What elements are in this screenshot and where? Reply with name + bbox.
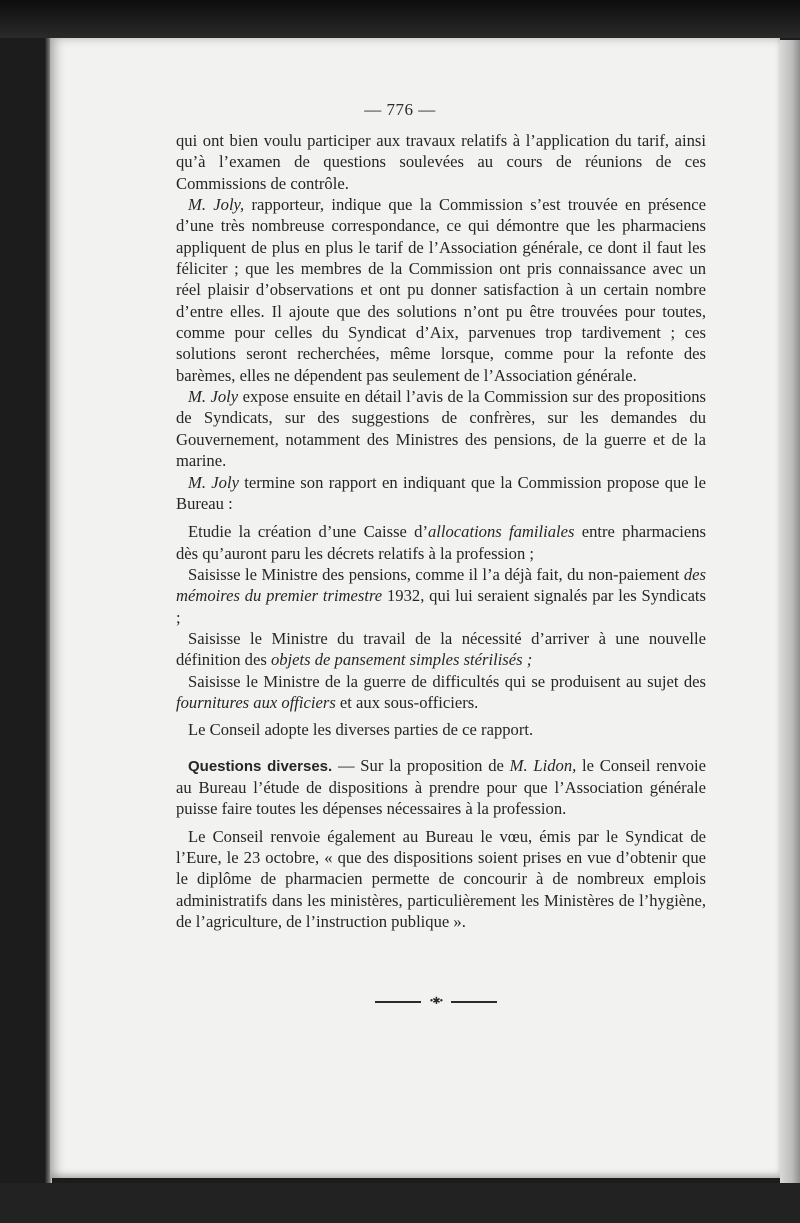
page-right-edge	[780, 40, 800, 1190]
paragraph-text: et aux sous-officiers.	[335, 692, 479, 712]
emphasis-text: des mémoires du premier trimestre	[176, 564, 706, 606]
speaker-name: M. Joly,	[188, 195, 245, 215]
emphasis-text: objets de pansement simples stérilisés ;	[270, 650, 533, 670]
speaker-name: M. Joly	[188, 472, 239, 492]
paragraph	[176, 628, 706, 671]
paragraph	[176, 755, 706, 820]
paragraph: Le Conseil renvoie également au Bureau le vœu, émis par le Syndicat de l’Eure, le 23 octobre, « que des dispositions soient prises en vue d’obtenir que le diplôme de pharmacien permette de concourir à de nombreux emplois administratifs dans les ministères, particulièrement les Ministères de l’hygiène, de l’agriculture, de l’instruction publique ».	[176, 826, 706, 932]
paragraph-text: — Sur la proposition de	[332, 755, 510, 775]
paragraph-text: expose ensuite en détail l’avis de la Commission sur des propositions de Syndicats, sur des suggestions de confrères, sur les demandes du Gouvernement, notamment des Ministres des pensions, de la guerre et de la marine.	[176, 387, 706, 471]
scan-background-top	[0, 0, 800, 38]
paragraph-text: Saisisse le Ministre des pensions, comme il l’a déjà fait, du non-paiement	[188, 564, 684, 584]
emphasis-text: allocations familiales	[427, 522, 575, 542]
section-divider	[375, 997, 497, 1007]
speaker-name: M. Joly	[188, 387, 239, 407]
section-run-in-heading: Questions diverses.	[188, 757, 333, 775]
paragraph-text: Saisisse le Ministre de la guerre de difficultés qui se produisent au sujet des	[188, 671, 706, 691]
paragraph: qui ont bien voulu participer aux travaux relatifs à l’application du tarif, ainsi qu’à l’examen de questions soulevées au cours de réunions de ces Commissions de contrôle.	[176, 131, 706, 193]
paragraph	[176, 671, 706, 714]
scan-background-bottom	[0, 1183, 800, 1223]
page-number: — 776 —	[364, 100, 436, 119]
paragraph	[176, 564, 706, 628]
divider-line-right	[451, 1001, 497, 1003]
paragraph-text: termine son rapport en indiquant que la Commission propose que le Bureau :	[176, 472, 706, 513]
speaker-name: M. Lidon,	[509, 755, 577, 775]
paragraph-text: rapporteur, indique que la Commission s’est trouvée en présence d’une très nombreuse correspondance, ce qui démontre que les pharmaciens appliquent de plus en plus le tarif de l’Association générale, ce dont il faut les féliciter ; que les membres de la Commission ont pris connaissance avec un réel plaisir d’observations et ont pu donner satisfaction à un certain nombre d’entre elles. Il ajoute que des solutions n’ont pu être trouvées pour toutes, comme pour celles du Syndicat d’Aix, parvenues trop tardivement ; ces solutions seront recherchées, même lorsque, comme pour la refonte des barèmes, elles ne dépendent pas seulement de l’Association générale.	[176, 195, 706, 385]
divider-ornament: •✱•	[429, 996, 443, 1007]
body-text	[176, 130, 706, 932]
divider-line-left	[375, 1001, 421, 1003]
emphasis-text: fournitures aux officiers	[176, 692, 336, 712]
paragraph	[176, 472, 706, 515]
paragraph-text: Saisisse le Ministre du travail de la nécessité d’arriver à une nouvelle définition des	[176, 628, 706, 670]
paragraph-text: entre pharmaciens dès qu’auront paru les décrets relatifs à la profession ;	[176, 522, 706, 563]
paragraph-text: 1932, qui lui seraient signalés par les Syndicats ;	[176, 586, 707, 627]
paragraph	[176, 194, 706, 386]
paragraph	[176, 386, 706, 471]
paragraph: Le Conseil adopte les diverses parties de ce rapport.	[188, 720, 534, 740]
paragraph	[176, 521, 706, 564]
paragraph-text: le Conseil renvoie au Bureau l’étude de dispositions à prendre pour que l’Association générale puisse faire toutes les dépenses nécessaires à la profession.	[176, 755, 707, 819]
paragraph-text: Etudie la création d’une Caisse d’	[188, 522, 428, 542]
